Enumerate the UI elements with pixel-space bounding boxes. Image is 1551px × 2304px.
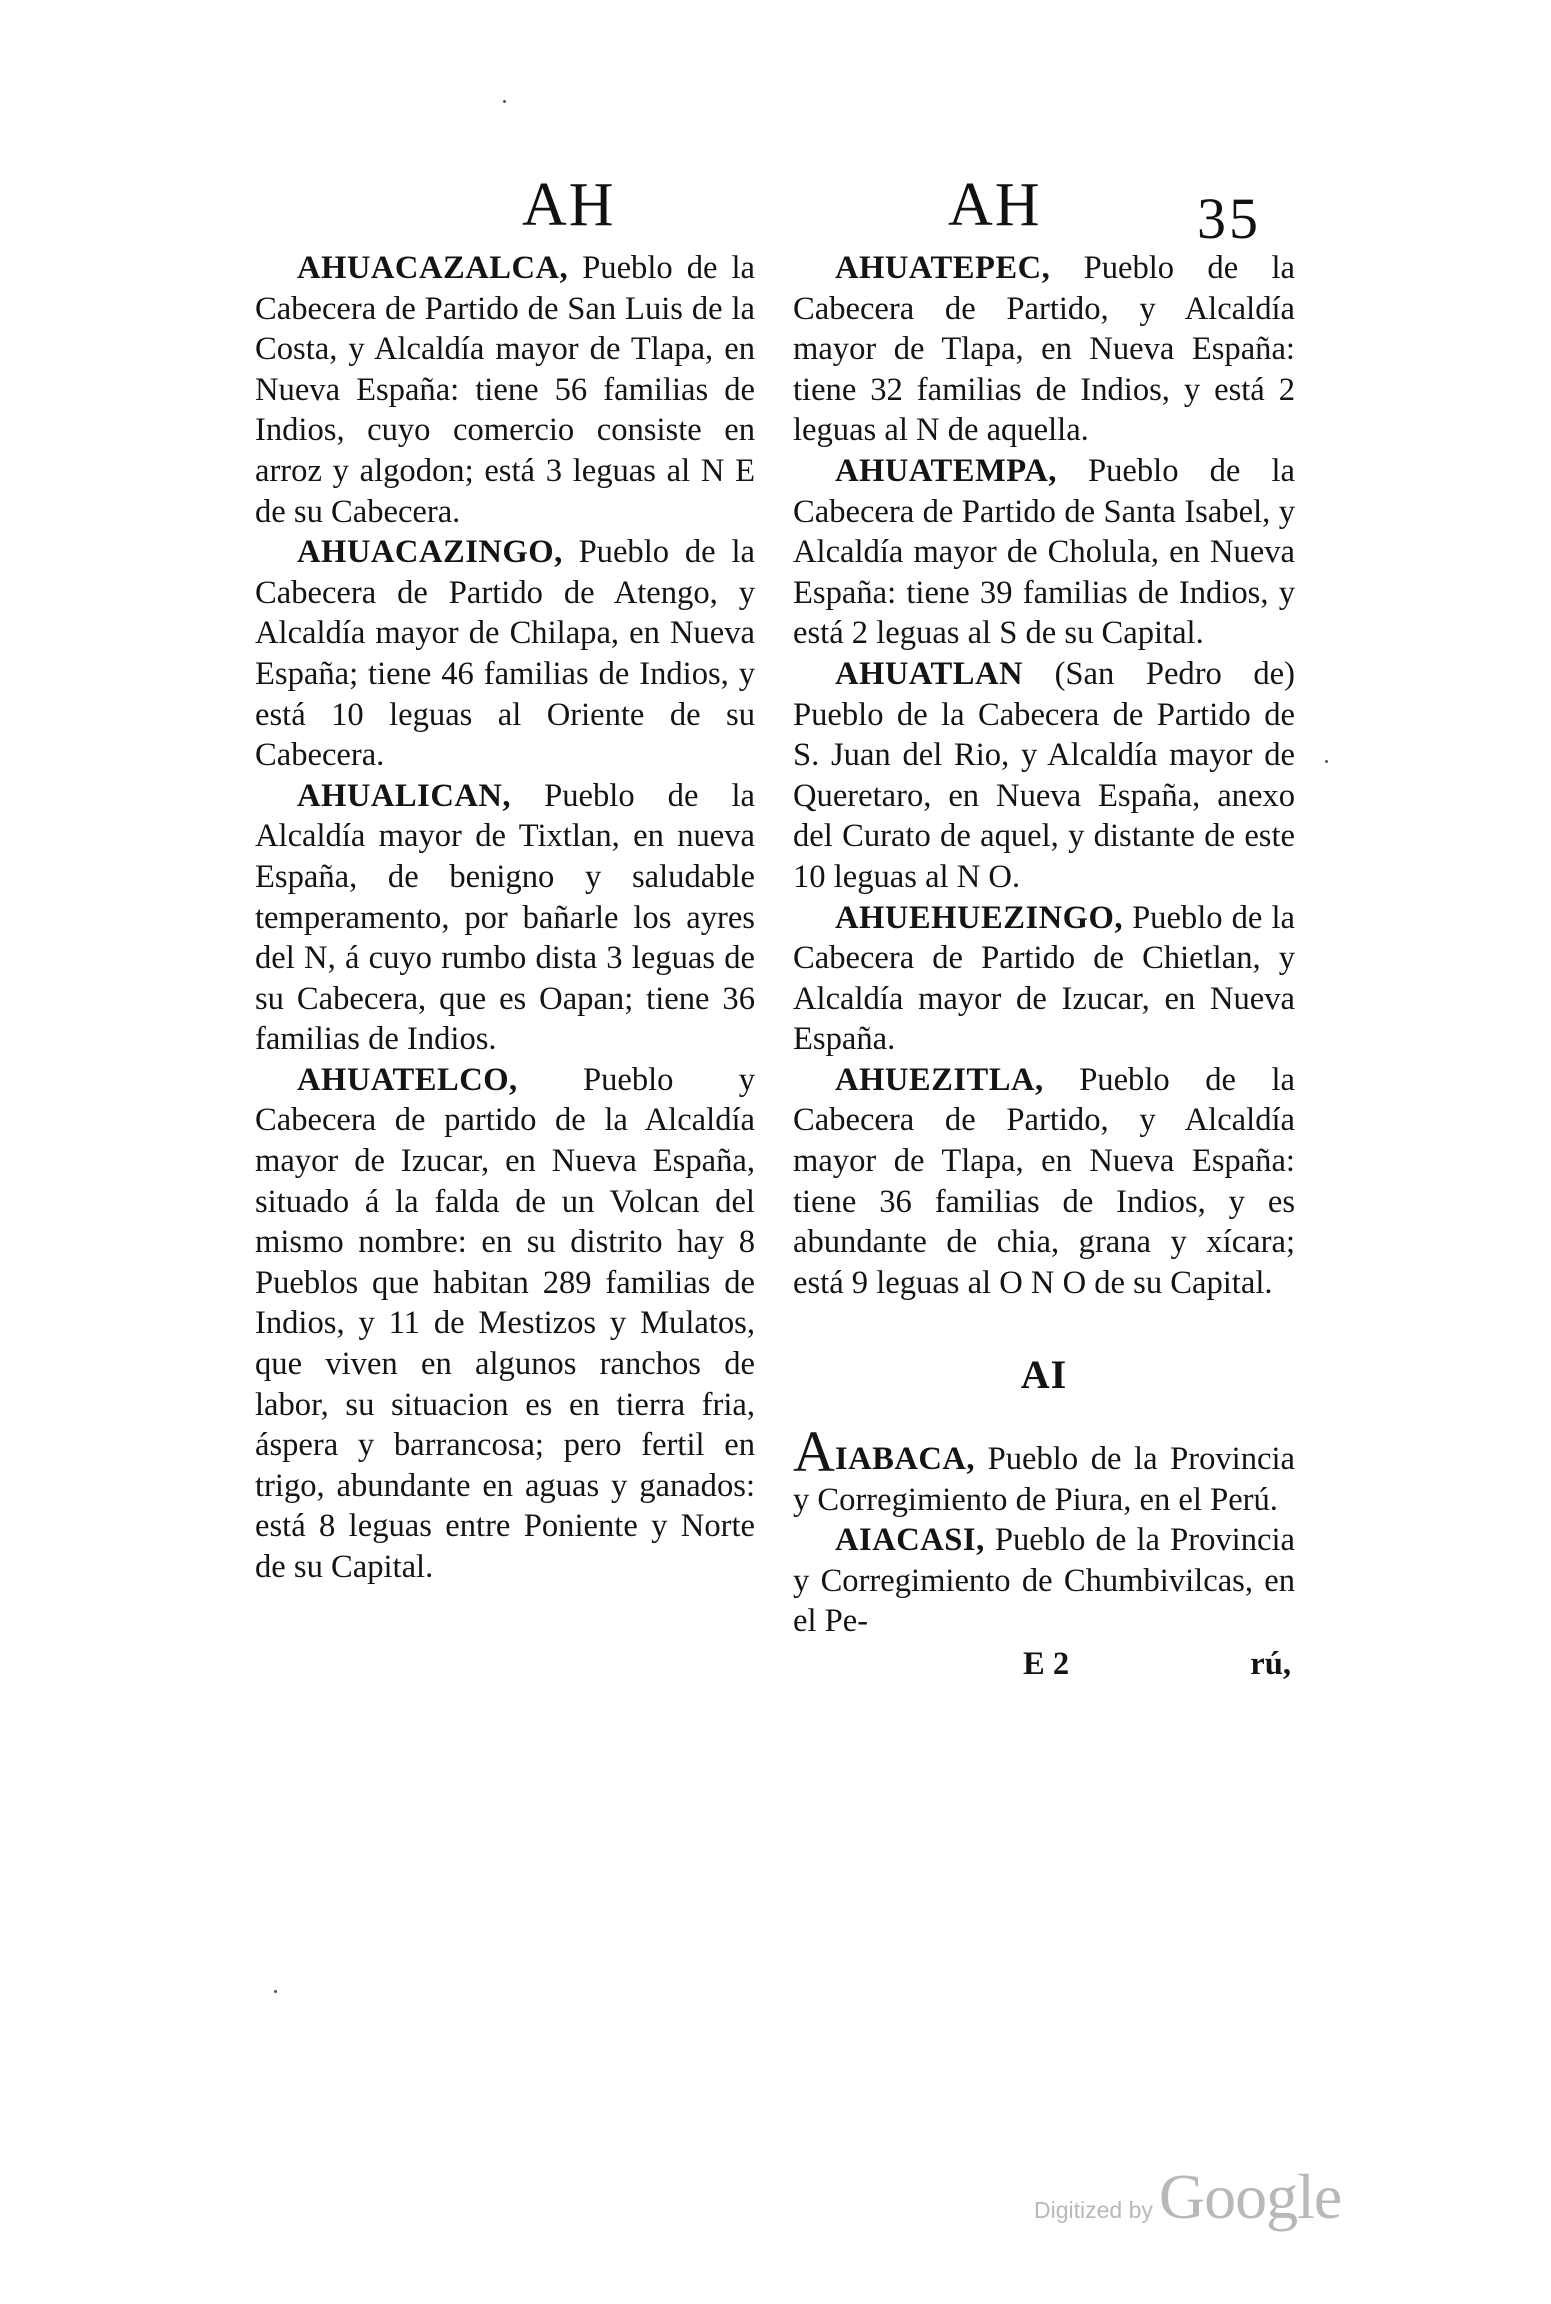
- dictionary-entry: [255, 248, 755, 532]
- dictionary-entry: [793, 451, 1295, 654]
- dictionary-entry: [793, 1060, 1295, 1304]
- dictionary-entry: [793, 1520, 1295, 1642]
- entry-text: Pueblo de la Provincia y Corregimiento de Piura, en el Perú.: [793, 1441, 1295, 1518]
- entry-text: Pueblo y Cabecera de partido de la Alcaldía mayor de Izucar, en Nueva España, situado á la falda de un Volcan del mismo nombre: en su distrito hay 8 Pueblos que habitan 289 familias de Indios, y 11 de Mestizos y Mulatos, que viven en algunos ranchos de labor, su situacion es en tierra fria, áspera y barrancosa; pero fertil en trigo, abundante en aguas y ganados: está 8 leguas entre Poniente y Norte de su Capital.: [255, 1061, 755, 1585]
- entry-headword: AHUATEPEC,: [835, 250, 1051, 286]
- dictionary-entry: [793, 898, 1295, 1060]
- entry-headword: AHUATELCO,: [297, 1061, 518, 1098]
- dictionary-entry: [793, 654, 1295, 898]
- scan-speck: [503, 100, 506, 103]
- running-head-left: AH: [522, 171, 616, 239]
- entry-text: Pueblo de la Alcaldía mayor de Tixtlan, en nueva España, de benigno y saludable temperamento, por bañarle los ayres del N, á cuyo rumbo dista 3 leguas de su Cabecera, que es Oapan; tiene 36 familias de Indios.: [255, 777, 755, 1058]
- drop-cap: A: [793, 1419, 835, 1485]
- entry-headword: AHUACAZALCA,: [297, 250, 569, 286]
- dictionary-entry: [255, 532, 755, 776]
- entry-text: Pueblo de la Cabecera de Partido de Santa Isabel, y Alcaldía mayor de Cholula, en Nueva España: tiene 39 familias de Indios, y está 2 leguas al S de su Capital.: [793, 452, 1295, 652]
- scan-speck: [274, 1990, 277, 1993]
- google-logo: Google: [1158, 2161, 1342, 2232]
- right-column: [793, 248, 1295, 1685]
- entry-headword: AHUEZITLA,: [835, 1061, 1044, 1098]
- entry-text: (San Pedro de) Pueblo de la Cabecera de Partido de S. Juan del Rio, y Alcaldía mayor de Queretaro, en Nueva España, anexo del Curato de aquel, y distante de este 10 leguas al N O.: [793, 655, 1295, 895]
- entry-text: Pueblo de la Cabecera de Partido de San Luis de la Costa, y Alcaldía mayor de Tlapa, en Nueva España: tiene 56 familias de Indios, cuyo comercio consiste en arroz y algodon; está 3 leguas al N E de su Cabecera.: [255, 250, 755, 530]
- page-number: 35: [1197, 186, 1261, 251]
- section-heading: AI: [1020, 1352, 1068, 1398]
- catchword: rú,: [1250, 1646, 1291, 1682]
- dictionary-entry: [793, 1419, 1295, 1520]
- dictionary-entry: [255, 1060, 755, 1588]
- digitized-label: Digitized by: [1034, 2197, 1153, 2223]
- running-head-right: AH: [948, 171, 1042, 239]
- entry-headword: AHUATLAN: [835, 655, 1024, 692]
- dictionary-entry: [255, 776, 755, 1060]
- entry-headword: AHUACAZINGO,: [297, 534, 563, 571]
- page-footer-marks: [793, 1644, 1295, 1685]
- entry-text: Pueblo de la Cabecera de Partido de Chietlan, y Alcaldía mayor de Izucar, en Nueva España.: [793, 899, 1295, 1058]
- entry-text: Pueblo de la Provincia y Corregimiento de Chumbivilcas, en el Pe-: [793, 1522, 1295, 1640]
- entry-headword: AHUALICAN,: [297, 777, 512, 814]
- left-column: [255, 248, 755, 1588]
- entry-headword: AIACASI,: [835, 1522, 985, 1559]
- signature-mark: E 2: [1023, 1646, 1070, 1682]
- entry-headword: IABACA,: [834, 1441, 976, 1478]
- scan-speck: [1325, 760, 1328, 763]
- entry-headword: AHUEHUEZINGO,: [835, 899, 1123, 936]
- dictionary-entry: [793, 248, 1295, 451]
- entry-text: Pueblo de la Cabecera de Partido de Atengo, y Alcaldía mayor de Chilapa, en Nueva España; tiene 46 familias de Indios, y está 10 leguas al Oriente de su Cabecera.: [255, 534, 755, 774]
- entry-text: Pueblo de la Cabecera de Partido, y Alcaldía mayor de Tlapa, en Nueva España: tiene 32 familias de Indios, y está 2 leguas al N de aquella.: [793, 250, 1295, 449]
- digitized-watermark: [1034, 2160, 1341, 2234]
- entry-text: Pueblo de la Cabecera de Partido, y Alcaldía mayor de Tlapa, en Nueva España: tiene 36 familias de Indios, y es abundante de chia, grana y xícara; está 9 leguas al O N O de su Capital.: [793, 1061, 1295, 1301]
- entry-headword: AHUATEMPA,: [835, 452, 1057, 489]
